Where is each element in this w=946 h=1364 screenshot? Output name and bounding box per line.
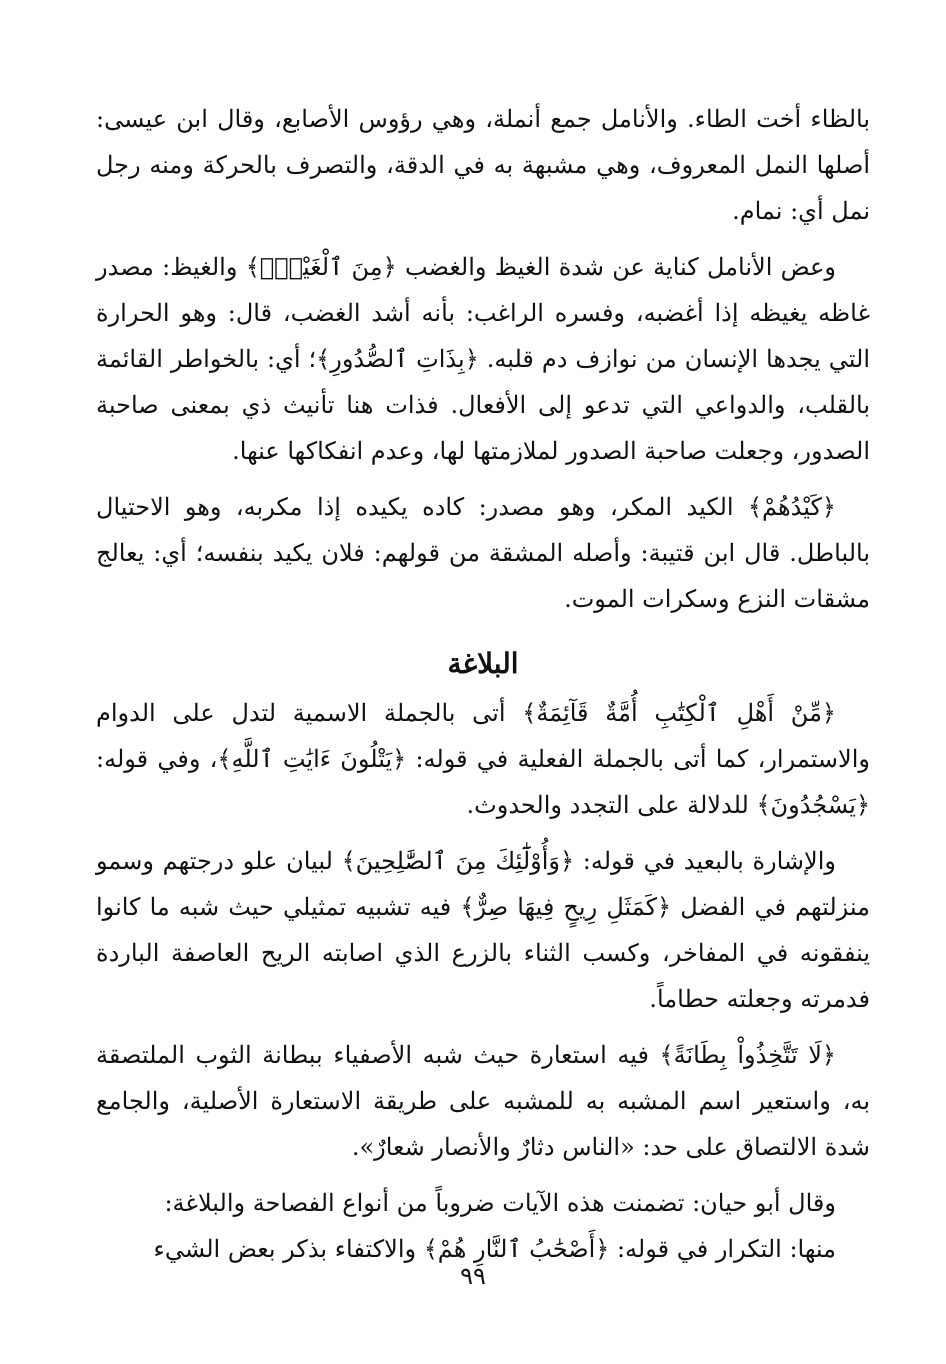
paragraph-6: ﴿لَا تَتَّخِذُواْ بِطَانَةً﴾ فيه استعارة حيث شبه الأصفياء ببطانة الثوب الملتصقة به، واستعير اسم المشبه به للمشبه على طريقة الاستعارة الأصلية، والجامع شدة الالتصاق على حد: «الناس دثارٌ والأنصار شعارٌ». [96,1041,870,1161]
paragraph-gap [96,474,870,484]
page-number: ٩٩ [460,1262,486,1290]
page-body [96,96,870,1272]
paragraph-7: وقال أبو حيان: تضمنت هذه الآيات ضروباً من أنواع الفصاحة والبلاغة: [164,1189,836,1217]
paragraph-gap [96,828,870,838]
paragraph-gap [96,1022,870,1032]
paragraph-2: وعض الأنامل كناية عن شدة الغيظ والغضب ﴿مِنَ ٱلْغَيْظِۚ﴾ والغيظ: مصدر غاظه يغيظه إذا أغضبه، وفسره الراغب: بأنه أشد الغضب، قال: وهو الحرارة التي يجدها الإنسان من نوازف دم قلبه. ﴿بِذَاتِ ٱلصُّدُورِ﴾؛ أي: بالخواطر القائمة بالقلب، والدواعي التي تدعو إلى الأفعال. فذات هنا تأنيث ذي بمعنى صاحبة الصدور، وجعلت صاحبة الصدور لملازمتها لها، وعدم انفكاكها عنها. [96,253,870,465]
paragraph-4: ﴿مِّنْ أَهْلِ ٱلْكِتَٰبِ أُمَّةٌ قَآئِمَةٌ﴾ أتى بالجملة الاسمية لتدل على الدوام والاستمرار، كما أتى بالجملة الفعلية في قوله: ﴿يَتْلُونَ ءَايَٰتِ ٱللَّهِ﴾، وفي قوله: ﴿يَسْجُدُونَ﴾ للدلالة على التجدد والحدوث. [96,699,870,819]
paragraph-8: منها: التكرار في قوله: ﴿أَصْحَٰبُ ٱلنَّارِ هُمْ﴾ والاكتفاء بذكر بعض الشيء [153,1235,836,1263]
section-heading: البلاغة [447,647,519,680]
paragraph-gap [96,1170,870,1180]
paragraph-1: بالظاء أخت الطاء. والأنامل جمع أنملة، وهي رؤوس الأصابع، وقال ابن عيسى: أصلها النمل المعروف، وهي مشبهة به في الدقة، والتصرف بالحركة ومنه رجل نمل أي: نمام. [96,105,870,225]
paragraph-gap [96,234,870,244]
paragraph-3: ﴿كَيْدُهُمْ﴾ الكيد المكر، وهو مصدر: كاده يكيده إذا مكربه، وهو الاحتيال بالباطل. قال ابن قتيبة: وأصله المشقة من قولهم: فلان يكيد بنفسه؛ أي: يعالج مشقات النزع وسكرات الموت. [96,493,870,613]
paragraph-5: والإشارة بالبعيد في قوله: ﴿وَأُوْلَٰٓئِكَ مِنَ ٱلصَّٰلِحِينَ﴾ لبيان علو درجتهم وسمو منزلتهم في الفضل ﴿كَمَثَلِ رِيحٍ فِيهَا صِرٌّ﴾ فيه تشبيه تمثيلي حيث شبه ما كانوا ينفقونه في المفاخر، وكسب الثناء بالزرع الذي اصابته الريح العاصفة الباردة فدمرته وجعلته حطاماً. [96,847,871,1013]
